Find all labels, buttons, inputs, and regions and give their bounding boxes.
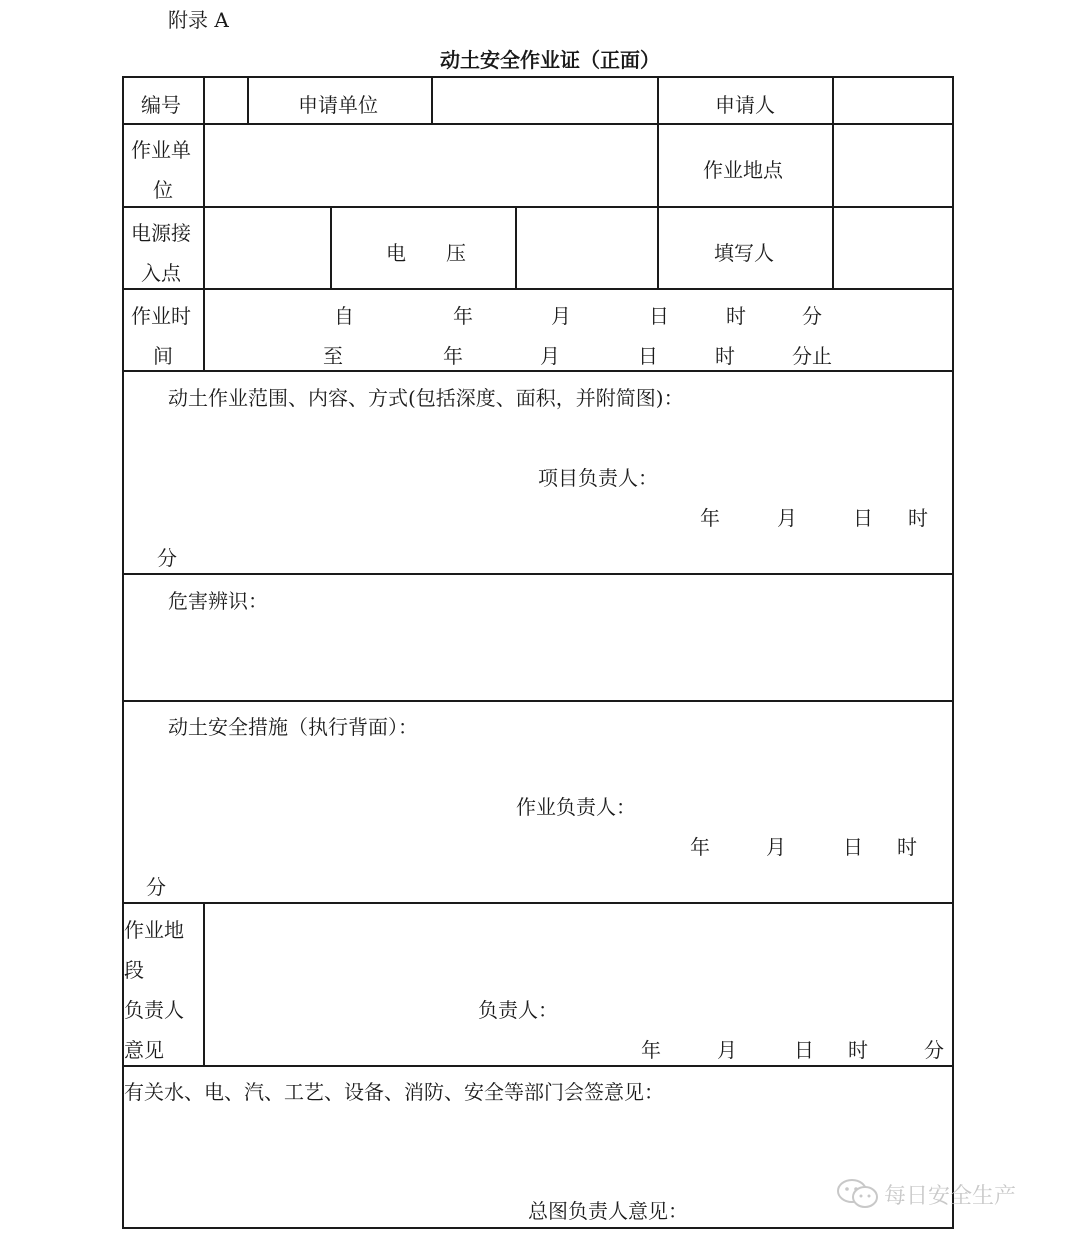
- scope-minute: 分: [157, 546, 177, 570]
- power-point-label-line2: 入点: [141, 261, 181, 285]
- voltage-label: 电 压: [386, 241, 466, 265]
- section-opinion-label-line3: 负责人: [124, 998, 184, 1022]
- work-location-label: 作业地点: [703, 158, 783, 182]
- form-title: 动土安全作业证（正面）: [440, 48, 660, 72]
- scope-month: 月: [777, 506, 797, 530]
- power-point-label-line1: 电源接: [131, 221, 191, 245]
- section-opinion-field[interactable]: [205, 904, 952, 1065]
- time-from-label: 自: [334, 304, 354, 328]
- work-unit-label-line1: 作业单: [131, 138, 191, 162]
- section-opinion-hour: 时: [848, 1038, 868, 1062]
- section-opinion-label-line4: 意见: [124, 1038, 164, 1062]
- number-label: 编号: [141, 93, 181, 117]
- work-unit-label-line2: 位: [153, 178, 173, 202]
- section-opinion-day: 日: [794, 1038, 814, 1062]
- scope-day: 日: [853, 506, 873, 530]
- time-to-minute-end: 分止: [792, 344, 832, 368]
- departments-label: 有关水、电、汽、工艺、设备、消防、安全等部门会签意见：: [124, 1080, 664, 1104]
- appendix-label: 附录 A: [168, 8, 229, 32]
- applicant-unit-field[interactable]: [433, 78, 657, 123]
- voltage-field[interactable]: [517, 208, 657, 288]
- work-location-field[interactable]: [834, 125, 952, 206]
- section-opinion-minute: 分: [924, 1038, 944, 1062]
- measures-minute: 分: [146, 875, 166, 899]
- section-opinion-year: 年: [641, 1038, 661, 1062]
- time-from-hour: 时: [726, 304, 746, 328]
- work-time-label-line1: 作业时: [131, 304, 191, 328]
- measures-month: 月: [766, 835, 786, 859]
- filler-field[interactable]: [834, 208, 952, 288]
- work-time-field[interactable]: [205, 290, 952, 370]
- section-opinion-label-line2: 段: [124, 958, 144, 982]
- measures-day: 日: [843, 835, 863, 859]
- power-point-field[interactable]: [205, 208, 330, 288]
- watermark-text: 每日安全生产: [884, 1184, 1017, 1209]
- applicant-label: 申请人: [715, 93, 775, 117]
- measures-hour: 时: [897, 835, 917, 859]
- departments-signer: 总图负责人意见：: [528, 1199, 688, 1223]
- filler-label: 填写人: [714, 241, 774, 265]
- measures-label: 动土安全措施（执行背面）：: [168, 715, 418, 739]
- time-to-year: 年: [443, 344, 463, 368]
- time-from-year: 年: [453, 304, 473, 328]
- measures-signer: 作业负责人：: [516, 795, 636, 819]
- applicant-unit-label: 申请单位: [298, 93, 378, 117]
- work-unit-field[interactable]: [205, 125, 657, 206]
- wechat-icon: [836, 1178, 880, 1214]
- scope-hour: 时: [908, 506, 928, 530]
- work-time-label-line2: 间: [153, 344, 173, 368]
- section-opinion-label-line1: 作业地: [124, 918, 184, 942]
- time-to-day: 日: [638, 344, 658, 368]
- time-from-minute: 分: [802, 304, 822, 328]
- scope-year: 年: [700, 506, 720, 530]
- time-to-label: 至: [323, 344, 343, 368]
- hazard-label: 危害辨识：: [168, 589, 268, 613]
- time-from-month: 月: [551, 304, 571, 328]
- measures-year: 年: [690, 835, 710, 859]
- scope-label: 动土作业范围、内容、方式(包括深度、面积，并附简图)：: [168, 386, 684, 410]
- section-opinion-month: 月: [717, 1038, 737, 1062]
- time-from-day: 日: [649, 304, 669, 328]
- time-to-hour: 时: [715, 344, 735, 368]
- scope-signer: 项目负责人：: [538, 466, 658, 490]
- number-field[interactable]: [205, 78, 247, 123]
- time-to-month: 月: [540, 344, 560, 368]
- applicant-field[interactable]: [834, 78, 952, 123]
- section-opinion-signer: 负责人：: [478, 998, 558, 1022]
